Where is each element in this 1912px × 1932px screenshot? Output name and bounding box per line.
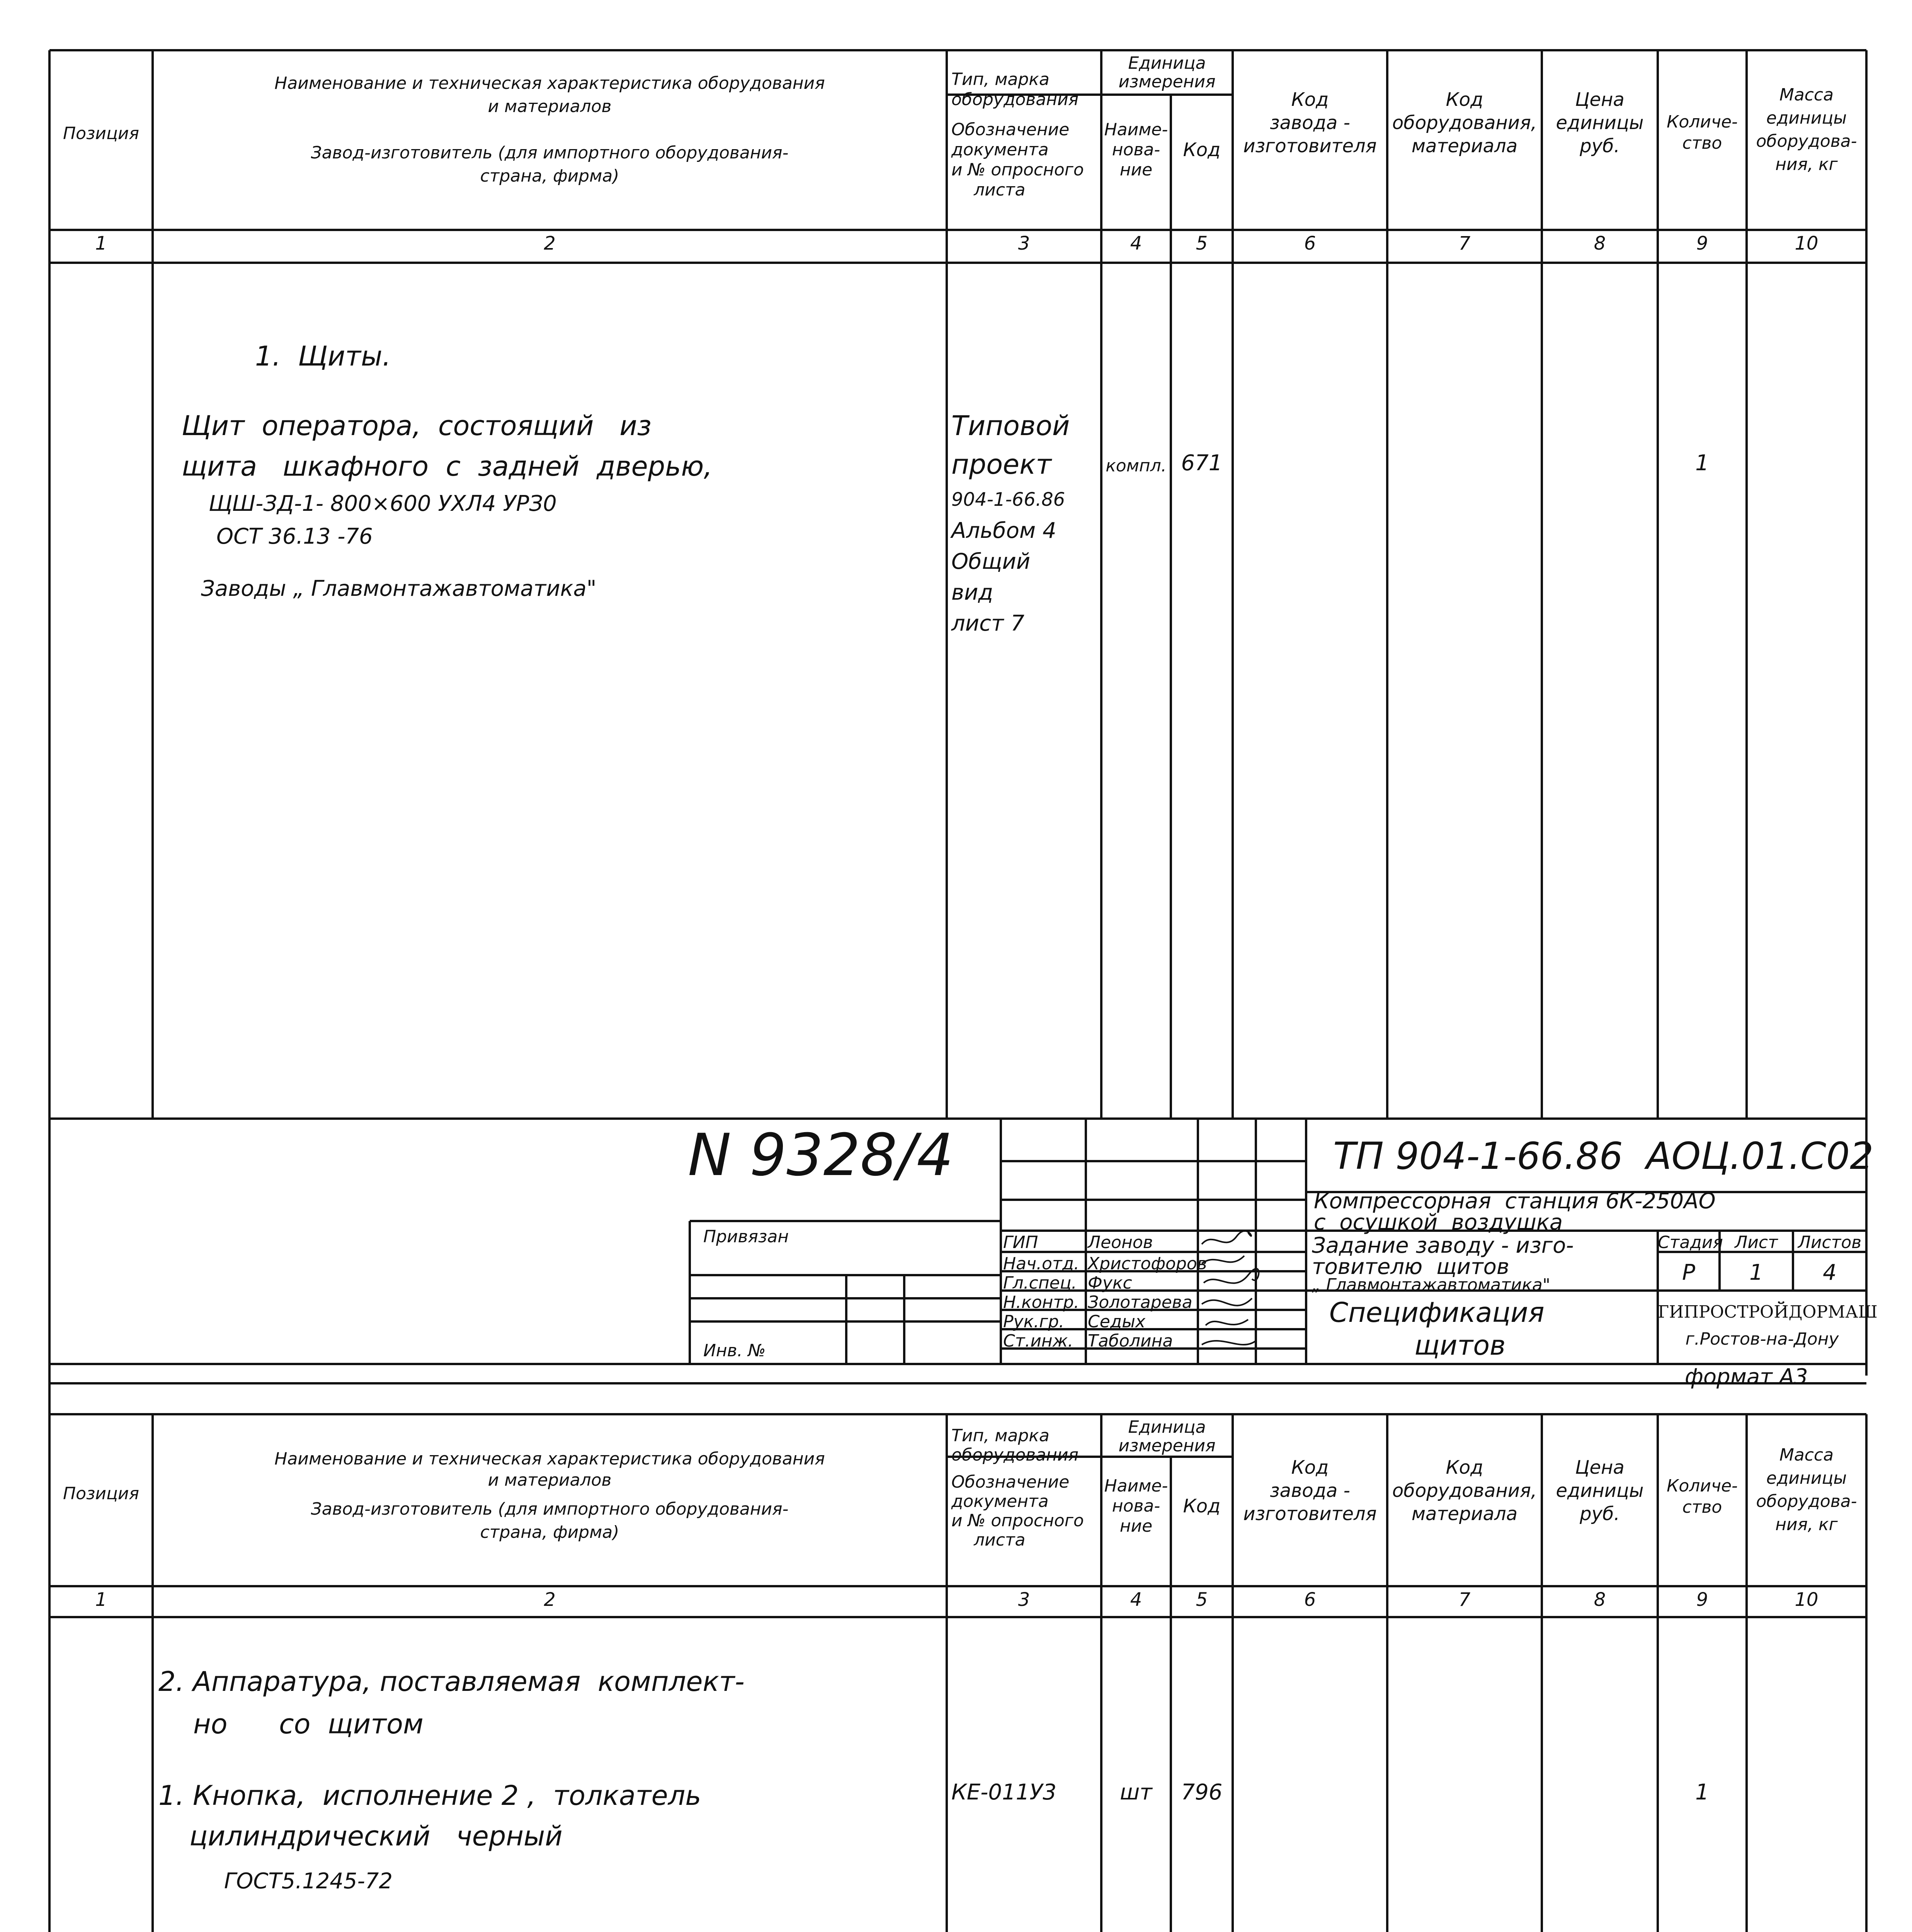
- header-qty-line2: ство: [1682, 133, 1722, 153]
- item-line: щита шкафного с задней дверью,: [182, 451, 713, 482]
- header-qty-line2: ство: [1682, 1497, 1722, 1517]
- header-price-line3: руб.: [1580, 135, 1620, 157]
- header-unit-name-line2: нова-: [1112, 140, 1160, 160]
- col-number: 8: [1594, 233, 1606, 254]
- type-line: проект: [951, 449, 1052, 480]
- header-price-line3: руб.: [1580, 1503, 1620, 1525]
- col-number: 9: [1696, 233, 1708, 254]
- lists-value: 4: [1823, 1260, 1837, 1285]
- lists-label: Листов: [1798, 1233, 1862, 1252]
- stage-value: Р: [1682, 1260, 1695, 1285]
- header-type-line4: документа: [951, 140, 1049, 160]
- role-label: Гл.спец.: [1003, 1273, 1077, 1293]
- col-number: 1: [95, 233, 107, 254]
- col-number: 10: [1795, 1589, 1818, 1611]
- item-line: ОСТ 36.13 -76: [216, 524, 373, 549]
- header-price-line1: Цена: [1575, 1457, 1625, 1478]
- header-qty-line1: Количе-: [1667, 112, 1738, 132]
- header-factory-code-line2: завода -: [1270, 112, 1350, 134]
- header-equip-code-line3: материала: [1411, 1503, 1518, 1525]
- header-name-line4: страна, фирма): [480, 1522, 619, 1542]
- signature-scribbles: [1198, 1229, 1306, 1356]
- type-line: 904-1-66.86: [951, 489, 1065, 510]
- col-number: 2: [544, 1589, 556, 1611]
- signer-name: Фукс: [1088, 1273, 1132, 1293]
- org-city: г.Ростов-на-Дону: [1685, 1329, 1839, 1349]
- qty-value: 1: [1695, 451, 1709, 476]
- header-type-line6: листа: [974, 1530, 1026, 1550]
- sheet-title-line3: „ Главмонтажавтоматика": [1312, 1275, 1551, 1295]
- type-line: лист 7: [951, 611, 1025, 636]
- item-1-qty: 1: [1695, 1780, 1709, 1805]
- header-type-line2: оборудования: [951, 90, 1079, 109]
- col-number: 3: [1018, 233, 1030, 254]
- header-type-line4: документа: [951, 1492, 1049, 1511]
- list-value: 1: [1749, 1260, 1763, 1285]
- signer-name: Леонов: [1088, 1233, 1153, 1252]
- role-label: ГИП: [1003, 1233, 1038, 1252]
- header-name-line1: Наименование и техническая характеристика оборудования: [274, 1449, 825, 1469]
- header-mass-line4: ния, кг: [1775, 1515, 1838, 1534]
- item-line: ЩШ-ЗД-1- 800×600 УХЛ4 УРЗ0: [209, 491, 557, 516]
- header-type-line1: Тип, марка: [951, 70, 1050, 89]
- header-unit-name-line2: нова-: [1112, 1496, 1160, 1516]
- col-number: 8: [1594, 1589, 1606, 1611]
- col-number: 5: [1196, 233, 1208, 254]
- header-name-line1: Наименование и техническая характеристика оборудования: [274, 73, 825, 93]
- col-number: 6: [1304, 1589, 1316, 1611]
- header-unit-code: Код: [1183, 139, 1221, 161]
- item-1-unit: шт: [1120, 1780, 1152, 1805]
- signer-name: Христофоров: [1088, 1254, 1207, 1274]
- header-name-line3: Завод-изготовитель (для импортного оборудования-: [311, 143, 789, 163]
- header-unit-line2: измерения: [1118, 1436, 1216, 1456]
- col-number: 9: [1696, 1589, 1708, 1611]
- spec-title-line2: щитов: [1414, 1330, 1506, 1361]
- header-factory-code-line1: Код: [1291, 1457, 1329, 1478]
- header-name-line2: и материалов: [488, 97, 612, 116]
- header-factory-code-line3: изготовителя: [1243, 135, 1377, 157]
- header-qty-line1: Количе-: [1667, 1476, 1738, 1496]
- item-line: Щит оператора, состоящий из: [182, 410, 652, 442]
- header-equip-code-line1: Код: [1446, 89, 1483, 111]
- header-factory-code-line2: завода -: [1270, 1480, 1350, 1502]
- header-type-line5: и № опросного: [951, 160, 1084, 180]
- header-price-line2: единицы: [1556, 1480, 1644, 1502]
- privyazan-label: Привязан: [703, 1227, 789, 1247]
- header-type-line1: Тип, марка: [951, 1426, 1050, 1446]
- signer-name: Седых: [1088, 1312, 1145, 1332]
- signer-name: Таболина: [1088, 1331, 1173, 1351]
- item-line: Заводы „ Главмонтажавтоматика": [201, 576, 597, 601]
- header-unit-name-line3: ние: [1119, 160, 1153, 180]
- header-mass-line4: ния, кг: [1775, 155, 1838, 174]
- header-name-line2: и материалов: [488, 1470, 612, 1490]
- stage-label: Стадия: [1658, 1233, 1723, 1252]
- header-factory-code-line3: изготовителя: [1243, 1503, 1377, 1525]
- header-type-line2: оборудования: [951, 1445, 1079, 1465]
- org-name: ГИПРОСТРОЙДОРМАШ: [1658, 1302, 1878, 1322]
- header-name-line4: страна, фирма): [480, 166, 619, 186]
- header-unit-name-line1: Наиме-: [1104, 120, 1168, 139]
- header-mass-line3: оборудова-: [1756, 1492, 1857, 1511]
- header-mass-line2: единицы: [1766, 1468, 1847, 1488]
- section-title-line2: но со щитом: [193, 1708, 424, 1740]
- header-name-line3: Завод-изготовитель (для импортного оборудования-: [311, 1499, 789, 1519]
- header-type-line3: Обозначение: [951, 1472, 1070, 1492]
- type-line: Альбом 4: [951, 518, 1056, 543]
- header-unit-line1: Единица: [1128, 1417, 1206, 1437]
- header-price-line2: единицы: [1556, 112, 1644, 134]
- unit-value: компл.: [1106, 456, 1167, 476]
- header-unit-line2: измерения: [1118, 72, 1216, 92]
- header-unit-name-line1: Наиме-: [1104, 1476, 1168, 1496]
- header-type-line3: Обозначение: [951, 120, 1070, 139]
- header-position: Позиция: [63, 124, 139, 143]
- role-label: Рук.гр.: [1003, 1312, 1065, 1332]
- item-1-type: КЕ-011У3: [951, 1780, 1056, 1805]
- col-number: 10: [1795, 233, 1818, 254]
- role-label: Н.контр.: [1003, 1293, 1079, 1312]
- item-1-line1: 1. Кнопка, исполнение 2 , толкатель: [158, 1780, 701, 1811]
- header-factory-code-line1: Код: [1291, 89, 1329, 111]
- header-mass-line1: Масса: [1779, 1445, 1834, 1465]
- header-type-line5: и № опросного: [951, 1511, 1084, 1531]
- header-mass-line3: оборудова-: [1756, 131, 1857, 151]
- item-1-code: 796: [1181, 1780, 1223, 1805]
- header-position: Позиция: [63, 1484, 139, 1503]
- header-price-line1: Цена: [1575, 89, 1625, 111]
- role-label: Нач.отд.: [1003, 1254, 1079, 1274]
- object-line1: Компрессорная станция 6К-250АО: [1314, 1189, 1716, 1214]
- header-mass-line1: Масса: [1779, 85, 1834, 105]
- header-equip-code-line1: Код: [1446, 1457, 1483, 1478]
- header-equip-code-line2: оборудования,: [1392, 1480, 1537, 1502]
- header-unit-name-line3: ние: [1119, 1516, 1153, 1536]
- format-label: формат А3: [1685, 1364, 1808, 1389]
- type-line: Типовой: [951, 410, 1070, 442]
- section-title-line1: 2. Аппаратура, поставляемая комплект-: [158, 1666, 745, 1697]
- header-mass-line2: единицы: [1766, 108, 1847, 128]
- col-number: 3: [1018, 1589, 1030, 1611]
- list-label: Лист: [1735, 1233, 1778, 1252]
- header-unit-code: Код: [1183, 1495, 1221, 1517]
- object-line2: с осушкой воздушка: [1314, 1210, 1563, 1235]
- col-number: 7: [1458, 1589, 1471, 1611]
- col-number: 6: [1304, 233, 1316, 254]
- item-1-line2: цилиндрический черный: [189, 1820, 563, 1852]
- type-line: Общий: [951, 549, 1031, 574]
- doc-code: ТП 904-1-66.86: [1333, 1134, 1623, 1178]
- header-unit-line1: Единица: [1128, 53, 1206, 73]
- doc-mark: АОЦ.01.С02: [1646, 1134, 1874, 1178]
- col-number: 5: [1196, 1589, 1208, 1611]
- header-type-line6: листа: [974, 180, 1026, 200]
- col-number: 4: [1130, 233, 1142, 254]
- header-equip-code-line3: материала: [1411, 135, 1518, 157]
- archive-number: N 9328/4: [688, 1122, 954, 1189]
- code-value: 671: [1181, 451, 1223, 476]
- spec-title-line1: Спецификация: [1329, 1297, 1545, 1328]
- sheet-title-line1: Задание заводу - изго-: [1312, 1233, 1574, 1258]
- inv-no-label: Инв. №: [703, 1341, 766, 1361]
- sheet-title-line2: товителю щитов: [1312, 1254, 1509, 1279]
- signer-name: Золотарева: [1088, 1293, 1192, 1312]
- type-line: вид: [951, 580, 993, 605]
- col-number: 2: [544, 233, 556, 254]
- col-number: 1: [95, 1589, 107, 1611]
- header-equip-code-line2: оборудования,: [1392, 112, 1537, 134]
- item-1-line3: ГОСТ5.1245-72: [224, 1869, 393, 1894]
- col-number: 4: [1130, 1589, 1142, 1611]
- role-label: Ст.инж.: [1003, 1331, 1073, 1351]
- col-number: 7: [1458, 233, 1471, 254]
- section-title: 1. Щиты.: [255, 340, 391, 372]
